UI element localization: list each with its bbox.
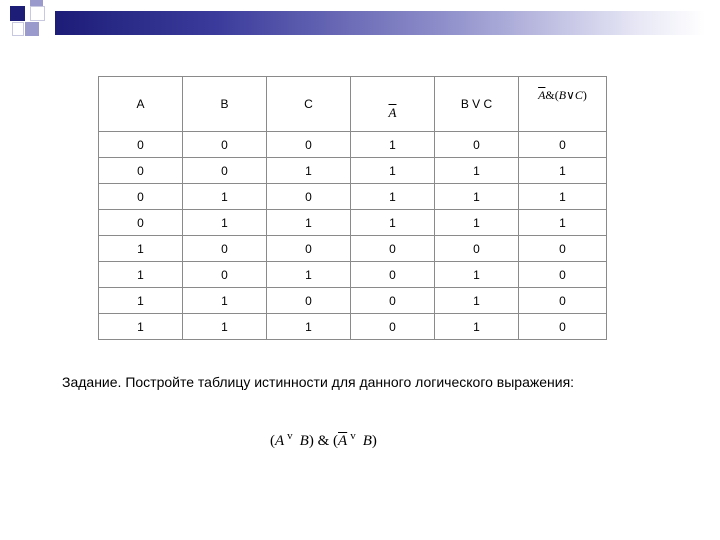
table-cell: 1 <box>435 288 519 314</box>
logic-formula: (A $^v$ B) & ($\overline{A}$ $^v$ B) <box>270 430 377 449</box>
decor-square <box>30 6 45 21</box>
table-cell: 0 <box>351 262 435 288</box>
table-cell: 0 <box>267 132 351 158</box>
header-cell-not-a <box>351 77 435 132</box>
table-cell: 0 <box>99 184 183 210</box>
table-cell: 1 <box>519 210 607 236</box>
table-cell: 0 <box>351 314 435 340</box>
header-cell-c: C <box>267 77 351 132</box>
table-cell: 1 <box>267 262 351 288</box>
table-cell: 1 <box>351 184 435 210</box>
table-cell: 1 <box>183 314 267 340</box>
table-cell: 1 <box>519 184 607 210</box>
table-header-row <box>99 77 607 132</box>
header-cell-b: B <box>183 77 267 132</box>
table-cell: 1 <box>351 158 435 184</box>
table-cell: 0 <box>519 236 607 262</box>
table-cell: 1 <box>351 132 435 158</box>
table-cell: 1 <box>267 210 351 236</box>
table-cell: 1 <box>99 314 183 340</box>
table-cell: 1 <box>435 262 519 288</box>
table-cell: 0 <box>267 288 351 314</box>
table-cell: 1 <box>183 288 267 314</box>
table-row <box>99 314 607 340</box>
table-cell: 0 <box>519 314 607 340</box>
truth-table <box>98 76 607 340</box>
table-cell: 0 <box>99 158 183 184</box>
table-row <box>99 158 607 184</box>
table-cell: 1 <box>351 210 435 236</box>
table-cell: 0 <box>351 236 435 262</box>
table-cell: 0 <box>435 132 519 158</box>
table-cell: 0 <box>99 210 183 236</box>
table-cell: 0 <box>267 236 351 262</box>
header-cell-expression <box>519 77 607 132</box>
table-row <box>99 262 607 288</box>
table-cell: 0 <box>183 132 267 158</box>
table-cell: 1 <box>183 184 267 210</box>
table-cell: 0 <box>519 132 607 158</box>
table-cell: 0 <box>183 262 267 288</box>
table-cell: 1 <box>435 158 519 184</box>
table-cell: 0 <box>183 158 267 184</box>
table-cell: 1 <box>99 236 183 262</box>
table-cell: 1 <box>435 184 519 210</box>
table-row <box>99 132 607 158</box>
table-row <box>99 288 607 314</box>
decor-square <box>12 22 24 36</box>
table-cell: 1 <box>519 158 607 184</box>
table-cell: 0 <box>267 184 351 210</box>
table-cell: 1 <box>435 210 519 236</box>
not-a-label: $\overline{A}$ <box>388 105 397 120</box>
table-cell: 0 <box>99 132 183 158</box>
header-cell-a: A <box>99 77 183 132</box>
table-row <box>99 184 607 210</box>
table-cell: 1 <box>435 314 519 340</box>
header-cell-b-or-c: B V C <box>435 77 519 132</box>
table-cell: 0 <box>519 288 607 314</box>
table-cell: 1 <box>99 262 183 288</box>
table-cell: 0 <box>435 236 519 262</box>
table-cell: 1 <box>267 314 351 340</box>
task-text: Задание. Постройте таблицу истинности для данного логического выражения: <box>62 374 575 390</box>
table-cell: 1 <box>183 210 267 236</box>
table-cell: 0 <box>351 288 435 314</box>
decor-square <box>10 6 25 21</box>
table-row <box>99 210 607 236</box>
expression-label: $\overline{A}\&(B\vee C)$ <box>538 87 587 102</box>
decor-square <box>25 22 39 36</box>
table-cell: 1 <box>99 288 183 314</box>
table-row <box>99 236 607 262</box>
table-cell: 0 <box>183 236 267 262</box>
table-cell: 0 <box>519 262 607 288</box>
header-gradient-band <box>55 11 705 35</box>
table-cell: 1 <box>267 158 351 184</box>
